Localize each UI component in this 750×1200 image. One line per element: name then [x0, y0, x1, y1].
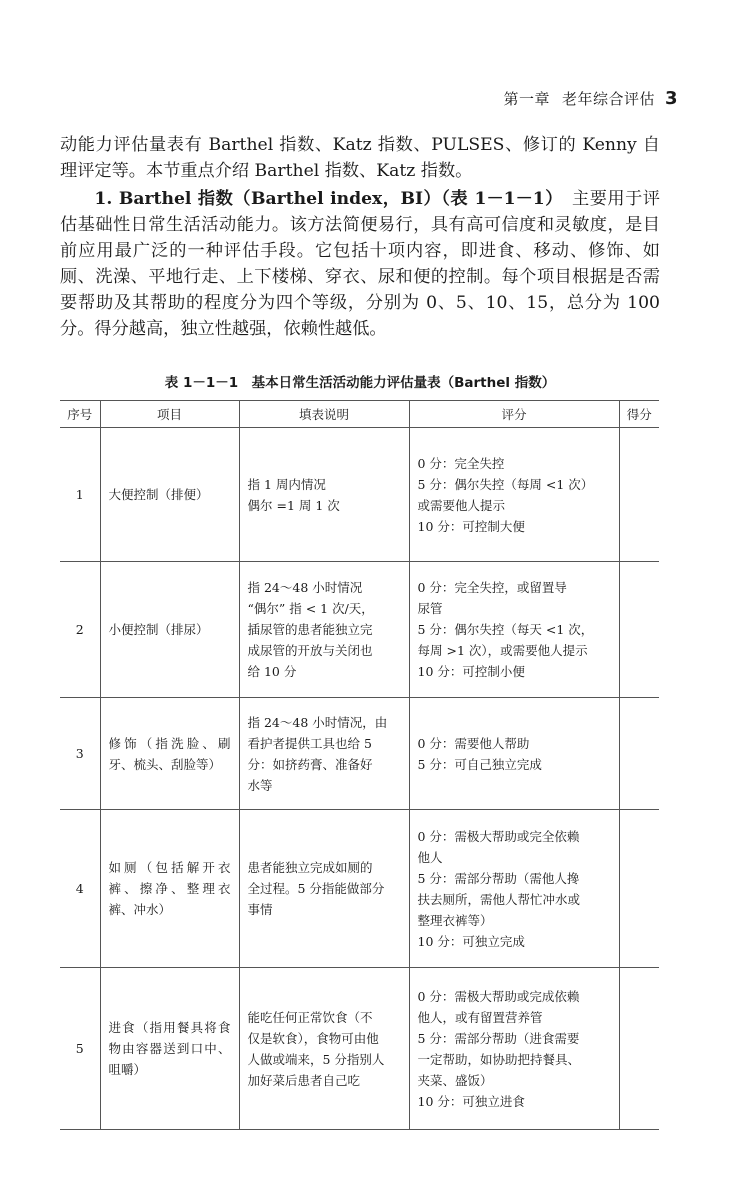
score-line: 0 分：需极大帮助或完全依赖	[417, 828, 580, 844]
score-line: 5 分：偶尔失控（每周 <1 次）	[417, 476, 594, 492]
item-cell: 大便控制（排便）	[100, 428, 239, 562]
score-line: 整理衣裤等）	[417, 912, 493, 928]
note-line: 事情	[247, 902, 273, 917]
score-cell	[409, 428, 619, 562]
header-cell: 得分	[619, 401, 659, 428]
paragraph-2	[60, 186, 660, 342]
row-number-cell: 1	[60, 428, 100, 562]
body-text	[60, 132, 660, 342]
score-cell	[409, 698, 619, 810]
header-cell: 评分	[409, 401, 619, 428]
row-number-cell: 4	[60, 810, 100, 968]
points-cell	[619, 698, 659, 810]
note-line: 看护者提供工具也给 5	[247, 735, 372, 751]
row-number-cell: 5	[60, 968, 100, 1130]
score-line: 每周 >1 次），或需要他人提示	[417, 643, 588, 658]
note-cell	[239, 428, 409, 562]
note-line: 分：如挤药膏、准备好	[247, 756, 373, 772]
score-line: 5 分：需部分帮助（进食需要	[417, 1030, 580, 1046]
score-line: 0 分：完全失控，或留置导	[417, 580, 567, 595]
paragraph-2-text: 主要用于评估基础性日常生活活动能力。该方法简便易行，具有高可信度和灵敏度，是目前应用最广泛的一种评估手段。它包括十项内容，即进食、移动、修饰、如厕、洗澡、平地行走、上下楼梯、穿衣、尿和便的控制。每个项目根据是否需要帮助及其帮助的程度分为四个等级，分别为 0、5、10、15，总分为 100 分。得分越高，独立性越强，依赖性越低。	[60, 189, 660, 339]
note-line: 指 24～48 小时情况	[247, 580, 363, 595]
note-line: 偶尔 =1 周 1 次	[247, 497, 340, 513]
section-heading: 1. Barthel 指数（Barthel index，BI）（表 1－1－1）	[94, 189, 555, 209]
note-line: 指 24～48 小时情况，由	[247, 714, 388, 730]
score-line: 0 分：需极大帮助或完成依赖	[417, 988, 580, 1004]
chapter-label: 第一章	[503, 90, 550, 108]
table-row	[60, 562, 659, 698]
score-line: 0 分：需要他人帮助	[417, 735, 530, 751]
score-line: 10 分：可控制小便	[417, 664, 525, 679]
score-line: 5 分：需部分帮助（需他人搀	[417, 870, 580, 886]
note-cell	[239, 810, 409, 968]
note-line: 全过程。5 分指能做部分	[247, 881, 385, 896]
points-cell	[619, 428, 659, 562]
note-line: 仅是软食），食物可由他	[247, 1030, 379, 1046]
chapter-title: 老年综合评估	[561, 90, 655, 108]
score-line: 5 分：可自己独立完成	[417, 756, 542, 772]
table-row	[60, 810, 659, 968]
note-cell	[239, 968, 409, 1130]
table-row	[60, 968, 659, 1130]
item-cell: 如厕（包括解开衣裤、擦净、整理衣裤、冲水）	[100, 810, 239, 968]
barthel-table	[60, 400, 659, 1130]
score-line: 扶去厕所，需他人帮忙冲水或	[417, 891, 581, 907]
table-header-row	[60, 401, 659, 428]
score-line: 10 分：可控制大便	[417, 518, 525, 534]
note-cell	[239, 698, 409, 810]
score-line: 或需要他人提示	[417, 497, 506, 513]
note-line: 能吃任何正常饮食（不	[247, 1009, 373, 1025]
header-cell: 填表说明	[239, 401, 409, 428]
points-cell	[619, 562, 659, 698]
note-line: 成尿管的开放与关闭也	[247, 643, 373, 658]
note-line: 加好菜后患者自己吃	[247, 1072, 361, 1088]
score-line: 一定帮助，如协助把持餐具、	[417, 1051, 581, 1067]
table-row	[60, 698, 659, 810]
header-cell: 项目	[100, 401, 239, 428]
score-line: 5 分：偶尔失控（每天 <1 次，	[417, 622, 594, 637]
score-cell	[409, 562, 619, 698]
note-line: 水等	[247, 777, 273, 793]
score-cell	[409, 810, 619, 968]
score-line: 10 分：可独立进食	[417, 1093, 525, 1109]
note-line: 患者能独立完成如厕的	[247, 860, 373, 875]
item-cell: 小便控制（排尿）	[100, 562, 239, 698]
score-line: 夹菜、盛饭）	[417, 1072, 493, 1088]
page-number: 3	[664, 88, 678, 109]
row-number-cell: 3	[60, 698, 100, 810]
score-line: 尿管	[417, 601, 443, 616]
running-header	[503, 88, 678, 109]
note-line: 给 10 分	[247, 664, 297, 679]
item-cell: 进食（指用餐具将食物由容器送到口中、咀嚼）	[100, 968, 239, 1130]
table-caption: 表 1－1－1 基本日常生活活动能力评估量表（Barthel 指数）	[164, 375, 556, 391]
note-line: 插尿管的患者能独立完	[247, 622, 373, 637]
score-line: 0 分：完全失控	[417, 455, 505, 471]
table-row	[60, 428, 659, 562]
score-line: 10 分：可独立完成	[417, 933, 525, 949]
score-line: 他人	[417, 849, 443, 865]
score-line: 他人，或有留置营养管	[417, 1009, 543, 1025]
item-cell: 修饰（指洗脸、刷牙、梳头、刮脸等）	[100, 698, 239, 810]
note-line: “偶尔” 指 < 1 次/天，	[247, 601, 374, 616]
paragraph-1: 动能力评估量表有 Barthel 指数、Katz 指数、PULSES、修订的 Kenny 自理评定等。本节重点介绍 Barthel 指数、Katz 指数。	[60, 135, 660, 181]
points-cell	[619, 810, 659, 968]
score-cell	[409, 968, 619, 1130]
row-number-cell: 2	[60, 562, 100, 698]
header-cell: 序号	[60, 401, 100, 428]
points-cell	[619, 968, 659, 1130]
note-cell	[239, 562, 409, 698]
note-line: 人做或端来，5 分指别人	[247, 1051, 385, 1067]
note-line: 指 1 周内情况	[247, 476, 326, 492]
